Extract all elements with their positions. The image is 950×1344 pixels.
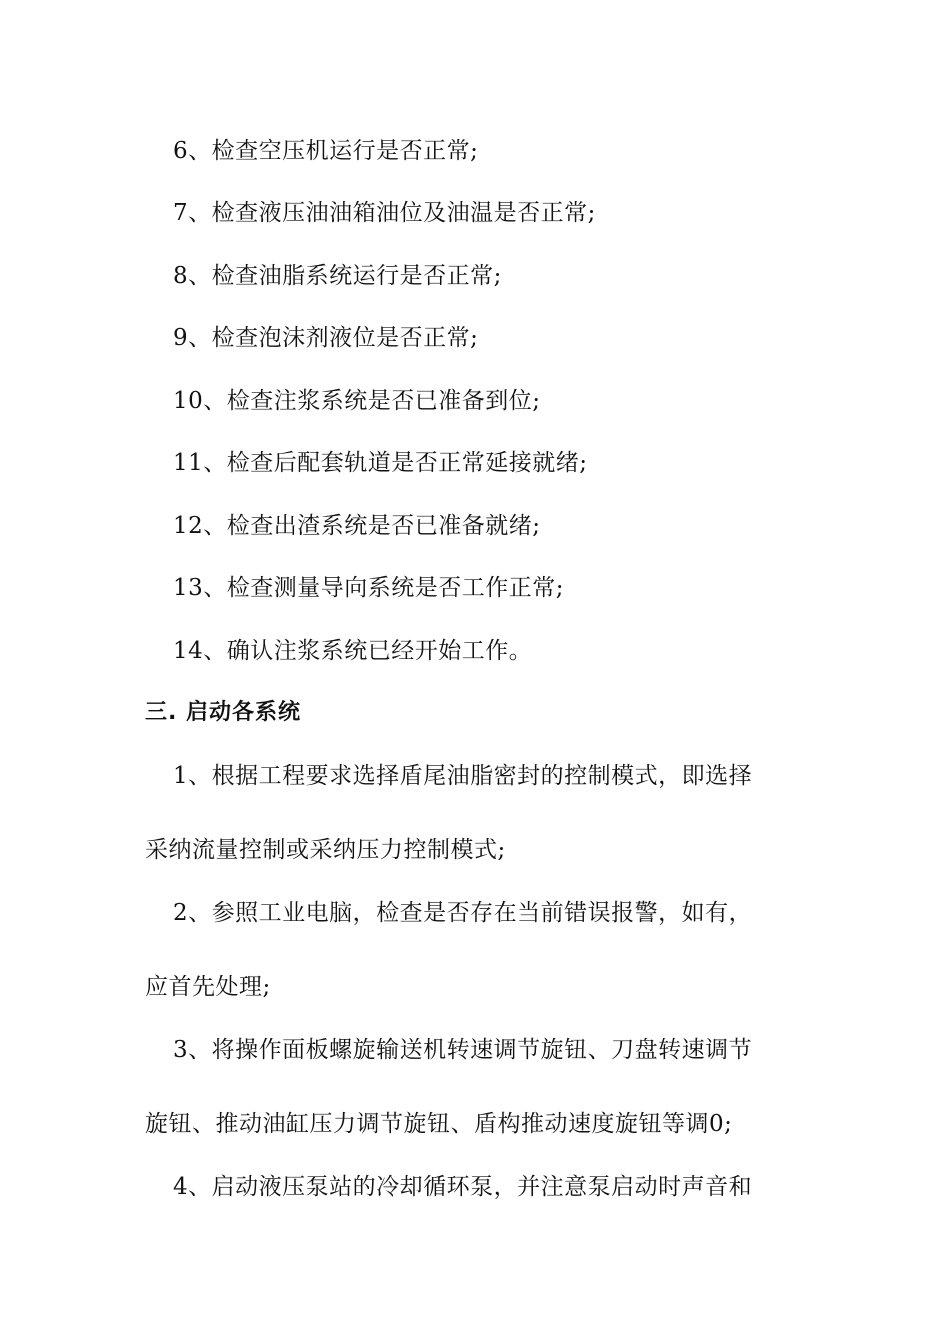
check-item-6: 6、检查空压机运行是否正常; xyxy=(173,138,479,164)
check-item-9: 9、检查泡沫剂液位是否正常; xyxy=(173,325,479,351)
check-item-8: 8、检查油脂系统运行是否正常; xyxy=(173,263,502,289)
step-2-line-1: 2、参照工业电脑，检查是否存在当前错误报警，如有， xyxy=(173,900,753,926)
step-2-line-2: 应首先处理; xyxy=(145,974,271,1000)
step-3-line-2: 旋钮、推动油缸压力调节旋钮、盾构推动速度旋钮等调0; xyxy=(145,1111,733,1137)
check-item-11: 11、检查后配套轨道是否正常延接就绪; xyxy=(173,450,588,476)
step-4-line-1: 4、启动液压泵站的冷却循环泵，并注意泵启动时声音和 xyxy=(173,1174,753,1200)
check-item-13: 13、检查测量导向系统是否工作正常; xyxy=(173,575,565,601)
section-heading: 三. 启动各系统 xyxy=(145,700,302,725)
step-1-line-2: 采纳流量控制或采纳压力控制模式; xyxy=(145,837,506,863)
step-1-line-1: 1、根据工程要求选择盾尾油脂密封的控制模式，即选择 xyxy=(173,763,753,789)
check-item-14: 14、确认注浆系统已经开始工作。 xyxy=(173,638,533,664)
step-3-line-1: 3、将操作面板螺旋输送机转速调节旋钮、刀盘转速调节 xyxy=(173,1037,753,1063)
check-item-12: 12、检查出渣系统是否已准备就绪; xyxy=(173,513,541,539)
check-item-7: 7、检查液压油油箱油位及油温是否正常; xyxy=(173,200,596,226)
check-item-10: 10、检查注浆系统是否已准备到位; xyxy=(173,388,541,414)
